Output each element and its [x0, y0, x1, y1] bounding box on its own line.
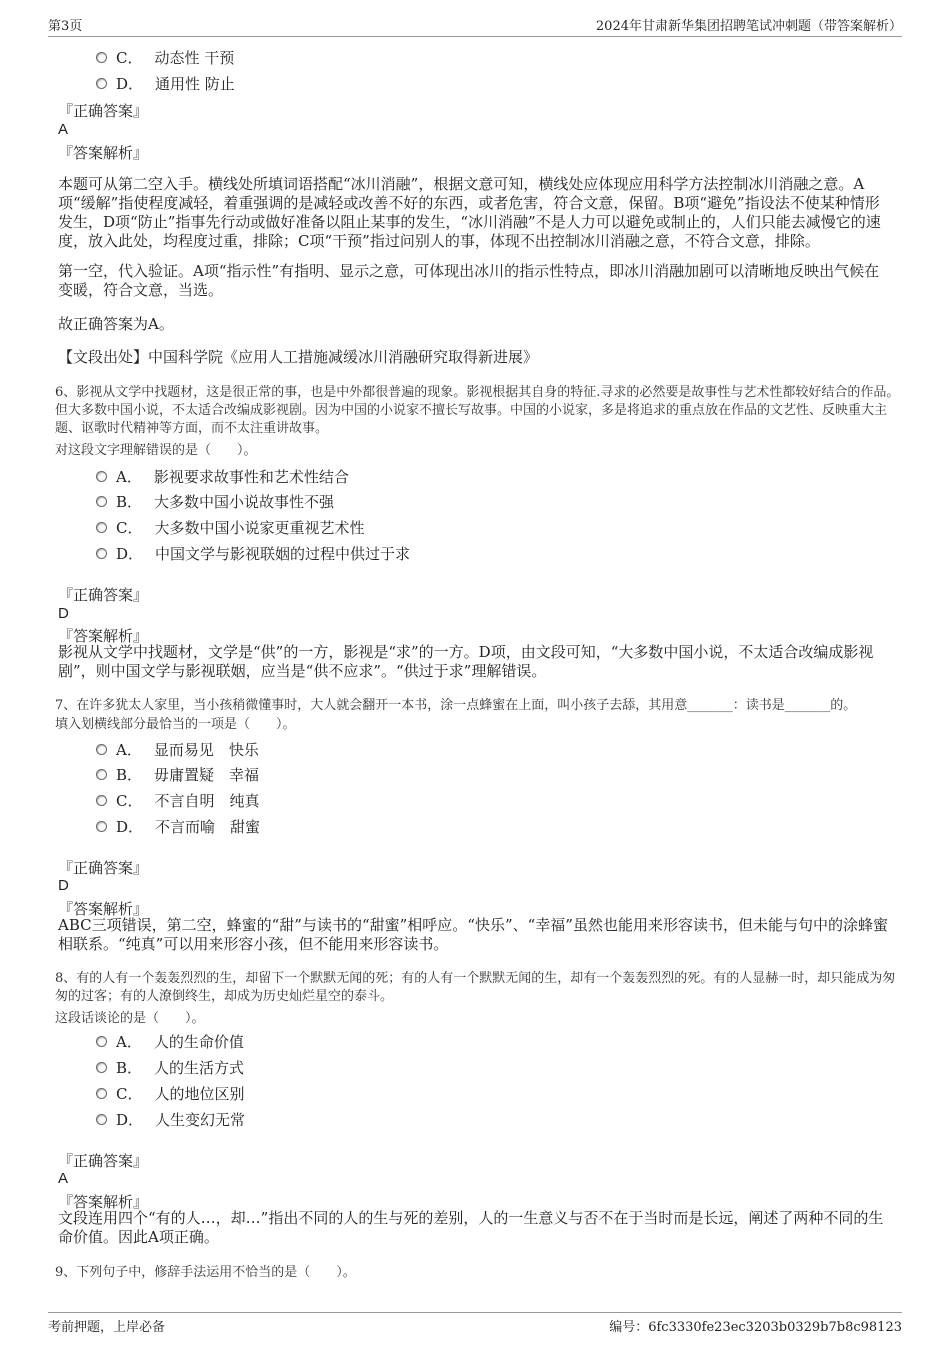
explanation-text: 影视从文学中找题材，文学是“供”的一方，影视是“求”的一方。D项，由文段可知，“大多数中国小说，不太适合改编成影视剧”，则中国文学与影视联姻，应当是“供不应求”。“供过于求”理解错误。 [58, 643, 874, 680]
option-d[interactable]: D． 人生变幻无常 [96, 1108, 245, 1130]
option-c[interactable]: C． 不言自明 纯真 [96, 789, 260, 811]
radio-icon[interactable] [96, 522, 107, 533]
document-title: 2024年甘肃新华集团招聘笔试冲刺题（带答案解析） [595, 19, 902, 34]
radio-icon[interactable] [96, 1062, 107, 1073]
option-d[interactable]: D． 通用性 防止 [96, 72, 235, 94]
option-a[interactable]: A． 影视要求故事性和艺术性结合 [96, 465, 349, 487]
explanation-paragraph: 故正确答案为A。 [58, 315, 174, 333]
answer-value: D [58, 877, 69, 894]
radio-icon[interactable] [96, 52, 107, 63]
radio-icon[interactable] [96, 78, 107, 89]
radio-icon[interactable] [96, 1114, 107, 1125]
answer-label: 『正确答案』 [58, 1152, 149, 1170]
option-d[interactable]: D． 不言而喻 甜蜜 [96, 815, 260, 837]
explanation-text: ABC三项错误，第二空，蜂蜜的“甜”与读书的“甜蜜”相呼应。“快乐”、“幸福”虽然也能用来形容读书，但未能与句中的涂蜂蜜相联系。“纯真”可以用来形容小孩，但不能用来形容读书。 [58, 916, 888, 953]
page-number: 第3页 [48, 19, 83, 34]
radio-icon[interactable] [96, 795, 107, 806]
option-a[interactable]: A． 人的生命价值 [96, 1030, 244, 1052]
explanation-label: 『答案解析』 [58, 627, 149, 645]
question-prompt: 对这段文字理解错误的是（ ）。 [55, 443, 257, 458]
option-b[interactable]: B． 大多数中国小说故事性不强 [96, 490, 334, 512]
explanation-label: 『答案解析』 [58, 900, 149, 918]
explanation-paragraph: 本题可从第二空入手。横线处所填词语搭配“冰川消融”，根据文意可知，横线处应体现应用科学方法控制冰川消融之意。A项“缓解”指使程度减轻，着重强调的是减轻或改善不好的东西，或者危害，符合文意，保留。B项“避免”指设法不使某种情形发生，D项“防止”指事先行动或做好准备以阻止某事的发生，“冰川消融”不是人力可以避免或制止的，人们只能去减慢它的速度，放入此处，均程度过重，排除；C项“干预”指过问别人的事，体现不出控制冰川消融之意，不符合文意，排除。 [58, 175, 881, 250]
option-c[interactable]: C． 动态性 干预 [96, 46, 234, 68]
answer-label: 『正确答案』 [58, 859, 149, 877]
option-b[interactable]: B． 人的生活方式 [96, 1056, 244, 1078]
option-c[interactable]: C． 大多数中国小说家更重视艺术性 [96, 516, 365, 538]
option-a[interactable]: A． 显而易见 快乐 [96, 738, 259, 760]
option-c[interactable]: C． 人的地位区别 [96, 1082, 245, 1104]
question-stem: 7、在许多犹太人家里，当小孩稍微懂事时，大人就会翻开一本书，涂一点蜂蜜在上面，叫小孩子去舔，其用意_______：读书是_______的。 [55, 698, 857, 713]
page-header [48, 14, 902, 37]
radio-icon[interactable] [96, 769, 107, 780]
radio-icon[interactable] [96, 1088, 107, 1099]
radio-icon[interactable] [96, 496, 107, 507]
radio-icon[interactable] [96, 548, 107, 559]
radio-icon[interactable] [96, 471, 107, 482]
question-prompt: 填入划横线部分最恰当的一项是（ ）。 [55, 717, 296, 732]
question-prompt: 这段话谈论的是（ ）。 [55, 1011, 205, 1026]
explanation-label: 『答案解析』 [58, 144, 149, 162]
explanation-paragraph: 第一空，代入验证。A项“指示性”有指明、显示之意，可体现出冰川的指示性特点，即冰川消融加剧可以清晰地反映出气候在变暖，符合文意，当选。 [58, 262, 880, 299]
radio-icon[interactable] [96, 744, 107, 755]
question-stem: 8、有的人有一个轰轰烈烈的生，却留下一个默默无闻的死；有的人有一个默默无闻的生，却有一个轰轰烈烈的死。有的人显赫一时，却只能成为匆匆的过客；有的人潦倒终生，却成为历史灿烂星空的泰斗。 [55, 971, 896, 1004]
answer-value: A [58, 121, 69, 138]
option-d[interactable]: D． 中国文学与影视联姻的过程中供过于求 [96, 542, 410, 564]
question-stem: 6、影视从文学中找题材，这是很正常的事，也是中外都很普遍的现象。影视根据其自身的特征.寻求的必然要是故事性与艺术性都较好结合的作品。但大多数中国小说，不太适合改编成影视剧。因为中国的小说家不擅长写故事。中国的小说家，多是将追求的重点放在作品的文艺性、反映重大主题、讴歌时代精神等方面，而不太注重讲故事。 [55, 385, 900, 436]
answer-label: 『正确答案』 [58, 586, 149, 604]
answer-label: 『正确答案』 [58, 102, 149, 120]
explanation-label: 『答案解析』 [58, 1193, 149, 1211]
option-b[interactable]: B． 毋庸置疑 幸福 [96, 763, 259, 785]
radio-icon[interactable] [96, 1036, 107, 1047]
source-citation: 【文段出处】中国科学院《应用人工措施减缓冰川消融研究取得新进展》 [58, 348, 539, 366]
answer-value: D [58, 605, 69, 622]
explanation-text: 文段连用四个“有的人…，却…”指出不同的人的生与死的差别，人的一生意义与否不在于当时而是长远，阐述了两种不同的生命价值。因此A项正确。 [58, 1209, 884, 1246]
radio-icon[interactable] [96, 821, 107, 832]
question-stem: 9、下列句子中，修辞手法运用不恰当的是（ ）。 [55, 1265, 356, 1280]
answer-value: A [58, 1170, 69, 1187]
footer-slogan: 考前押题，上岸必备 [48, 1320, 166, 1335]
page-footer [48, 1312, 902, 1335]
document-id: 编号：6fc3330fe23ec3203b0329b7b8c98123 [609, 1320, 902, 1335]
